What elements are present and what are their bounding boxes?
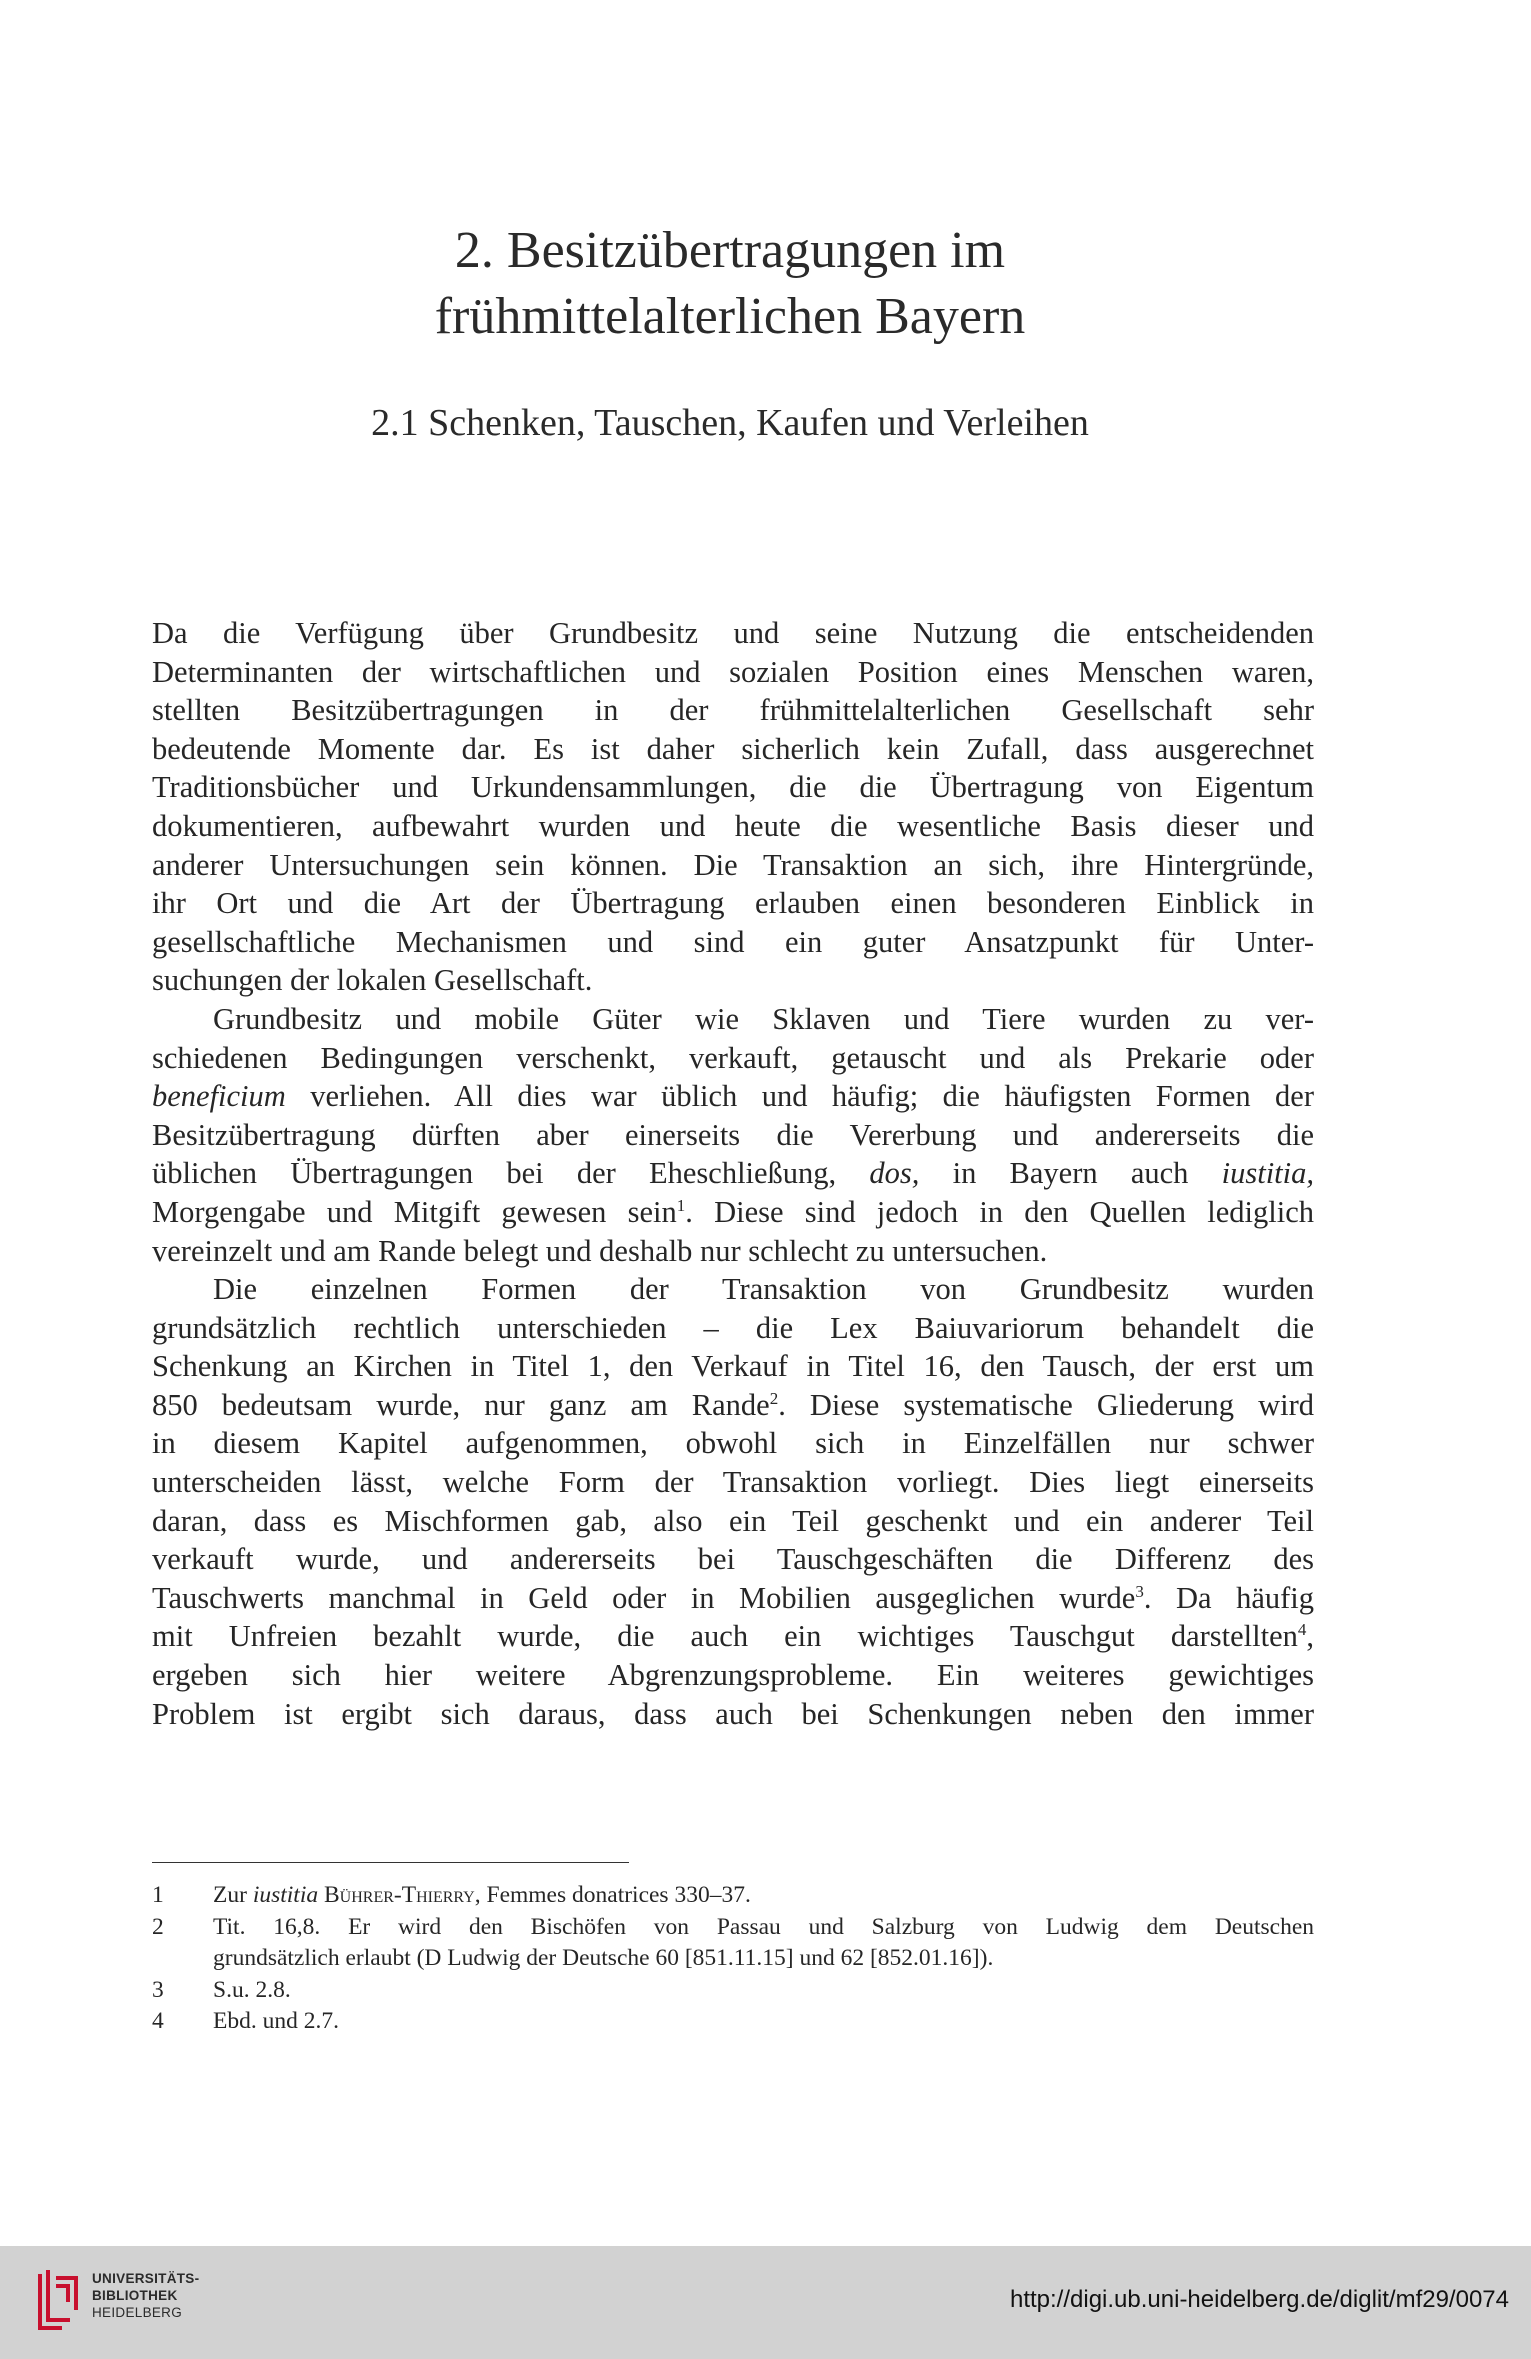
footnote-4: [152, 2006, 1314, 2038]
text-line: verkauft wurde, und andererseits bei Tauschgeschäften die Differenz des: [152, 1542, 1314, 1577]
text-line: Schenkung an Kirchen in Titel 1, den Verkauf in Titel 16, den Tausch, der erst um: [152, 1349, 1314, 1384]
text-line: Tauschwerts manchmal in Geld oder in Mobilien ausgeglichen wurde$^3$. Da häufig: [152, 1580, 1314, 1615]
footnote-text: Zur iustitia Bührer-Thierry, Femmes donatrices 330–37.: [213, 1882, 751, 1908]
chapter-title-line-1: 2. Besitzübertragungen im: [454, 222, 1006, 279]
text-line: grundsätzlich rechtlich unterschieden – die Lex Baiuvariorum behandelt die: [152, 1310, 1314, 1345]
text-line: gesellschaftliche Mechanismen und sind ein guter Ansatzpunkt für Unter-: [152, 924, 1314, 959]
text-line: Traditionsbücher und Urkundensammlungen, die die Übertragung von Eigentum: [152, 770, 1314, 805]
footnotes: [152, 1880, 1314, 2038]
footnote-divider: [152, 1862, 629, 1863]
library-logo-text: UNIVERSITÄTS- BIBLIOTHEK HEIDELBERG: [92, 2271, 200, 2320]
footnote-ref[interactable]: 2: [769, 1388, 779, 1408]
text-line: dokumentieren, aufbewahrt wurden und heute die wesentliche Basis dieser und: [152, 808, 1314, 843]
footnote-number: 3: [152, 1976, 164, 2003]
footnote-text: Ebd. und 2.7.: [213, 2008, 339, 2034]
text-line: ergeben sich hier weitere Abgrenzungsprobleme. Ein weiteres gewichtiges: [152, 1658, 1314, 1693]
paragraph-3: [152, 1270, 1314, 1733]
footnote-3: [152, 1975, 1314, 2007]
text-line: Determinanten der wirtschaftlichen und sozialen Position eines Menschen waren,: [152, 654, 1314, 689]
text-line: Grundbesitz und mobile Güter wie Sklaven und Tiere wurden zu ver-: [213, 1001, 1314, 1036]
section-title: 2.1 Schenken, Tauschen, Kaufen und Verleihen: [371, 402, 1089, 444]
text-line: vereinzelt und am Rande belegt und deshalb nur schlecht zu untersuchen.: [152, 1233, 1048, 1268]
text-line: stellten Besitzübertragungen in der frühmittelalterlichen Gesellschaft sehr: [152, 693, 1314, 728]
footnote-text: S.u. 2.8.: [213, 1976, 291, 2003]
text-line: bedeutende Momente dar. Es ist daher sicherlich kein Zufall, dass ausgerechnet: [152, 731, 1314, 766]
library-logo-icon[interactable]: [36, 2266, 82, 2336]
body-text: [152, 614, 1314, 1733]
text-line: Morgengabe und Mitgift gewesen sein$^1$. Diese sind jedoch in den Quellen lediglich: [152, 1194, 1314, 1229]
italic-term: dos,: [869, 1156, 920, 1191]
footnote-2: [152, 1912, 1314, 1975]
italic-term: beneficium: [152, 1079, 286, 1114]
chapter-title-line-2: frühmittelalterlichen Bayern: [434, 288, 1026, 345]
digitization-url-link[interactable]: http://digi.ub.uni-heidelberg.de/diglit/mf29/0074: [1009, 2286, 1509, 2313]
text-line: suchungen der lokalen Gesellschaft.: [152, 963, 593, 998]
footnote-ref[interactable]: 1: [676, 1195, 686, 1215]
chapter-title: [150, 218, 1310, 350]
text-line: üblichen Übertragungen bei der Eheschließung, dos, in Bayern auch iustitia,: [152, 1156, 1315, 1191]
text-line: 850 bedeutsam wurde, nur ganz am Rande$^2$. Diese systematische Gliederung wird: [152, 1387, 1314, 1422]
footnote-number: 4: [152, 2008, 164, 2034]
text-line: Die einzelnen Formen der Transaktion von Grundbesitz wurden: [213, 1272, 1314, 1307]
text-line: Da die Verfügung über Grundbesitz und seine Nutzung die entscheidenden: [152, 616, 1314, 650]
italic-term: iustitia,: [1221, 1156, 1315, 1191]
text-line: ihr Ort und die Art der Übertragung erlauben einen besonderen Einblick in: [152, 886, 1314, 921]
text-line: beneficium verliehen. All dies war üblich und häufig; die häufigsten Formen der: [152, 1079, 1314, 1114]
footnote-number: 2: [152, 1913, 164, 1940]
text-line: Problem ist ergibt sich daraus, dass auch bei Schenkungen neben den immer: [152, 1696, 1314, 1731]
footnote-ref[interactable]: 3: [1135, 1581, 1144, 1601]
text-line: mit Unfreien bezahlt wurde, die auch ein wichtiges Tauschgut darstellten$^4$,: [152, 1619, 1314, 1654]
paragraph-1: [152, 614, 1314, 1000]
paragraph-2: [152, 1000, 1314, 1270]
text-line: daran, dass es Mischformen gab, also ein Teil geschenkt und ein anderer Teil: [152, 1503, 1314, 1538]
footnote-text: Tit. 16,8. Er wird den Bischöfen von Passau und Salzburg von Ludwig dem Deutschen grundsätzlich erlaubt (D Ludwig der Deutsche 60 [851.11.15] und 62 [852.01.16]).: [213, 1913, 1314, 1971]
text-line: unterscheiden lässt, welche Form der Transaktion vorliegt. Dies liegt einerseits: [152, 1465, 1314, 1500]
footnote-number: 1: [152, 1882, 164, 1908]
text-line: Besitzübertragung dürften aber einerseits die Vererbung und andererseits die: [152, 1117, 1314, 1152]
text-line: schiedenen Bedingungen verschenkt, verkauft, getauscht und als Prekarie oder: [152, 1040, 1314, 1075]
text-line: in diesem Kapitel aufgenommen, obwohl sich in Einzelfällen nur schwer: [152, 1426, 1314, 1461]
text-line: anderer Untersuchungen sein können. Die Transaktion an sich, ihre Hintergründe,: [152, 847, 1314, 882]
digitization-footer: [0, 2246, 1531, 2359]
footnote-ref[interactable]: 4: [1297, 1620, 1307, 1640]
footnote-1: [152, 1880, 1314, 1912]
